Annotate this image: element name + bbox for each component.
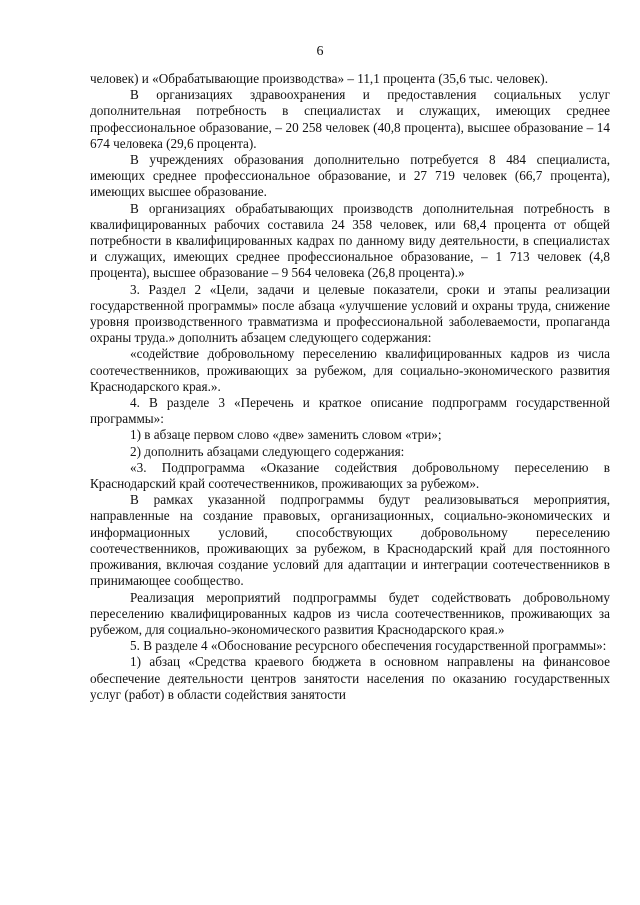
paragraph-item-3: 3. Раздел 2 «Цели, задачи и целевые показатели, сроки и этапы реализации государственной программы» после абзаца «улучшение условий и охраны труда, снижение уровня производственного травматизма и профессиональной заболеваемости, пропаганда охраны труда.» дополнить абзацем следующего содержания: (90, 281, 610, 346)
paragraph-subprogram-implementation: Реализация мероприятий подпрограммы будет содействовать добровольному переселению квалифицированных кадров из числа соотечественников, проживающих за рубежом, для социально-экономического развития Краснодарского края.» (90, 589, 610, 637)
page-number: 6 (316, 44, 324, 59)
paragraph-item-4: 4. В разделе 3 «Перечень и краткое описание подпрограмм государственной программы»: (90, 395, 610, 427)
document-body (90, 71, 610, 703)
paragraph-subitem-budget: 1) абзац «Средства краевого бюджета в основном направлены на финансовое обеспечение деятельности центров занятости населения по оказанию государственных услуг (работ) в области содействия занятости (90, 654, 610, 702)
paragraph-manufacturing: В организациях обрабатывающих производств дополнительная потребность в квалифицированных рабочих составила 24 358 человек, или 68,4 процента от общей потребности в квалифицированных кадрах по данному виду деятельности, в специалистах и служащих, имеющих среднее профессиональное образование, – 1 713 человек (4,8 процента), высшее образование – 9 564 человека (26,8 процента).» (90, 200, 610, 281)
paragraph-quote-resettlement: «содействие добровольному переселению квалифицированных кадров из числа соотечественников, проживающих за рубежом, для социально-экономического развития Краснодарского края.». (90, 346, 610, 394)
paragraph-item-5: 5. В разделе 4 «Обоснование ресурсного обеспечения государственной программы»: (130, 638, 607, 654)
paragraph-subprogram-title: «3. Подпрограмма «Оказание содействия добровольному переселению в Краснодарский край соотечественников, проживающих за рубежом». (90, 459, 610, 492)
paragraph-healthcare: В организациях здравоохранения и предоставления социальных услуг дополнительная потребность в специалистах и служащих, имеющих среднее профессиональное образование, – 20 258 человек (40,8 процента), высшее образование – 14 674 человека (29,6 процента). (90, 87, 610, 151)
paragraph-continuation: человек) и «Обрабатывающие производства» – 11,1 процента (35,6 тыс. человек). (90, 71, 548, 86)
paragraph-subitem-1: 1) в абзаце первом слово «две» заменить словом «три»; (130, 427, 442, 443)
paragraph-subitem-2: 2) дополнить абзацами следующего содержания: (130, 443, 405, 459)
paragraph-education: В учреждениях образования дополнительно потребуется 8 484 специалиста, имеющих среднее профессиональное образование, и 27 719 человек (66,7 процента), имеющих высшее образование. (90, 152, 610, 200)
paragraph-subprogram-measures: В рамках указанной подпрограммы будут реализовываться мероприятия, направленные на создание правовых, организационных, социально-экономических и информационных условий, способствующих добровольному переселению соотечественников, проживающих за рубежом, в Краснодарский край для постоянного проживания, включая создание условий для адаптации и интеграции соотечественников в принимающее сообщество. (90, 492, 610, 589)
